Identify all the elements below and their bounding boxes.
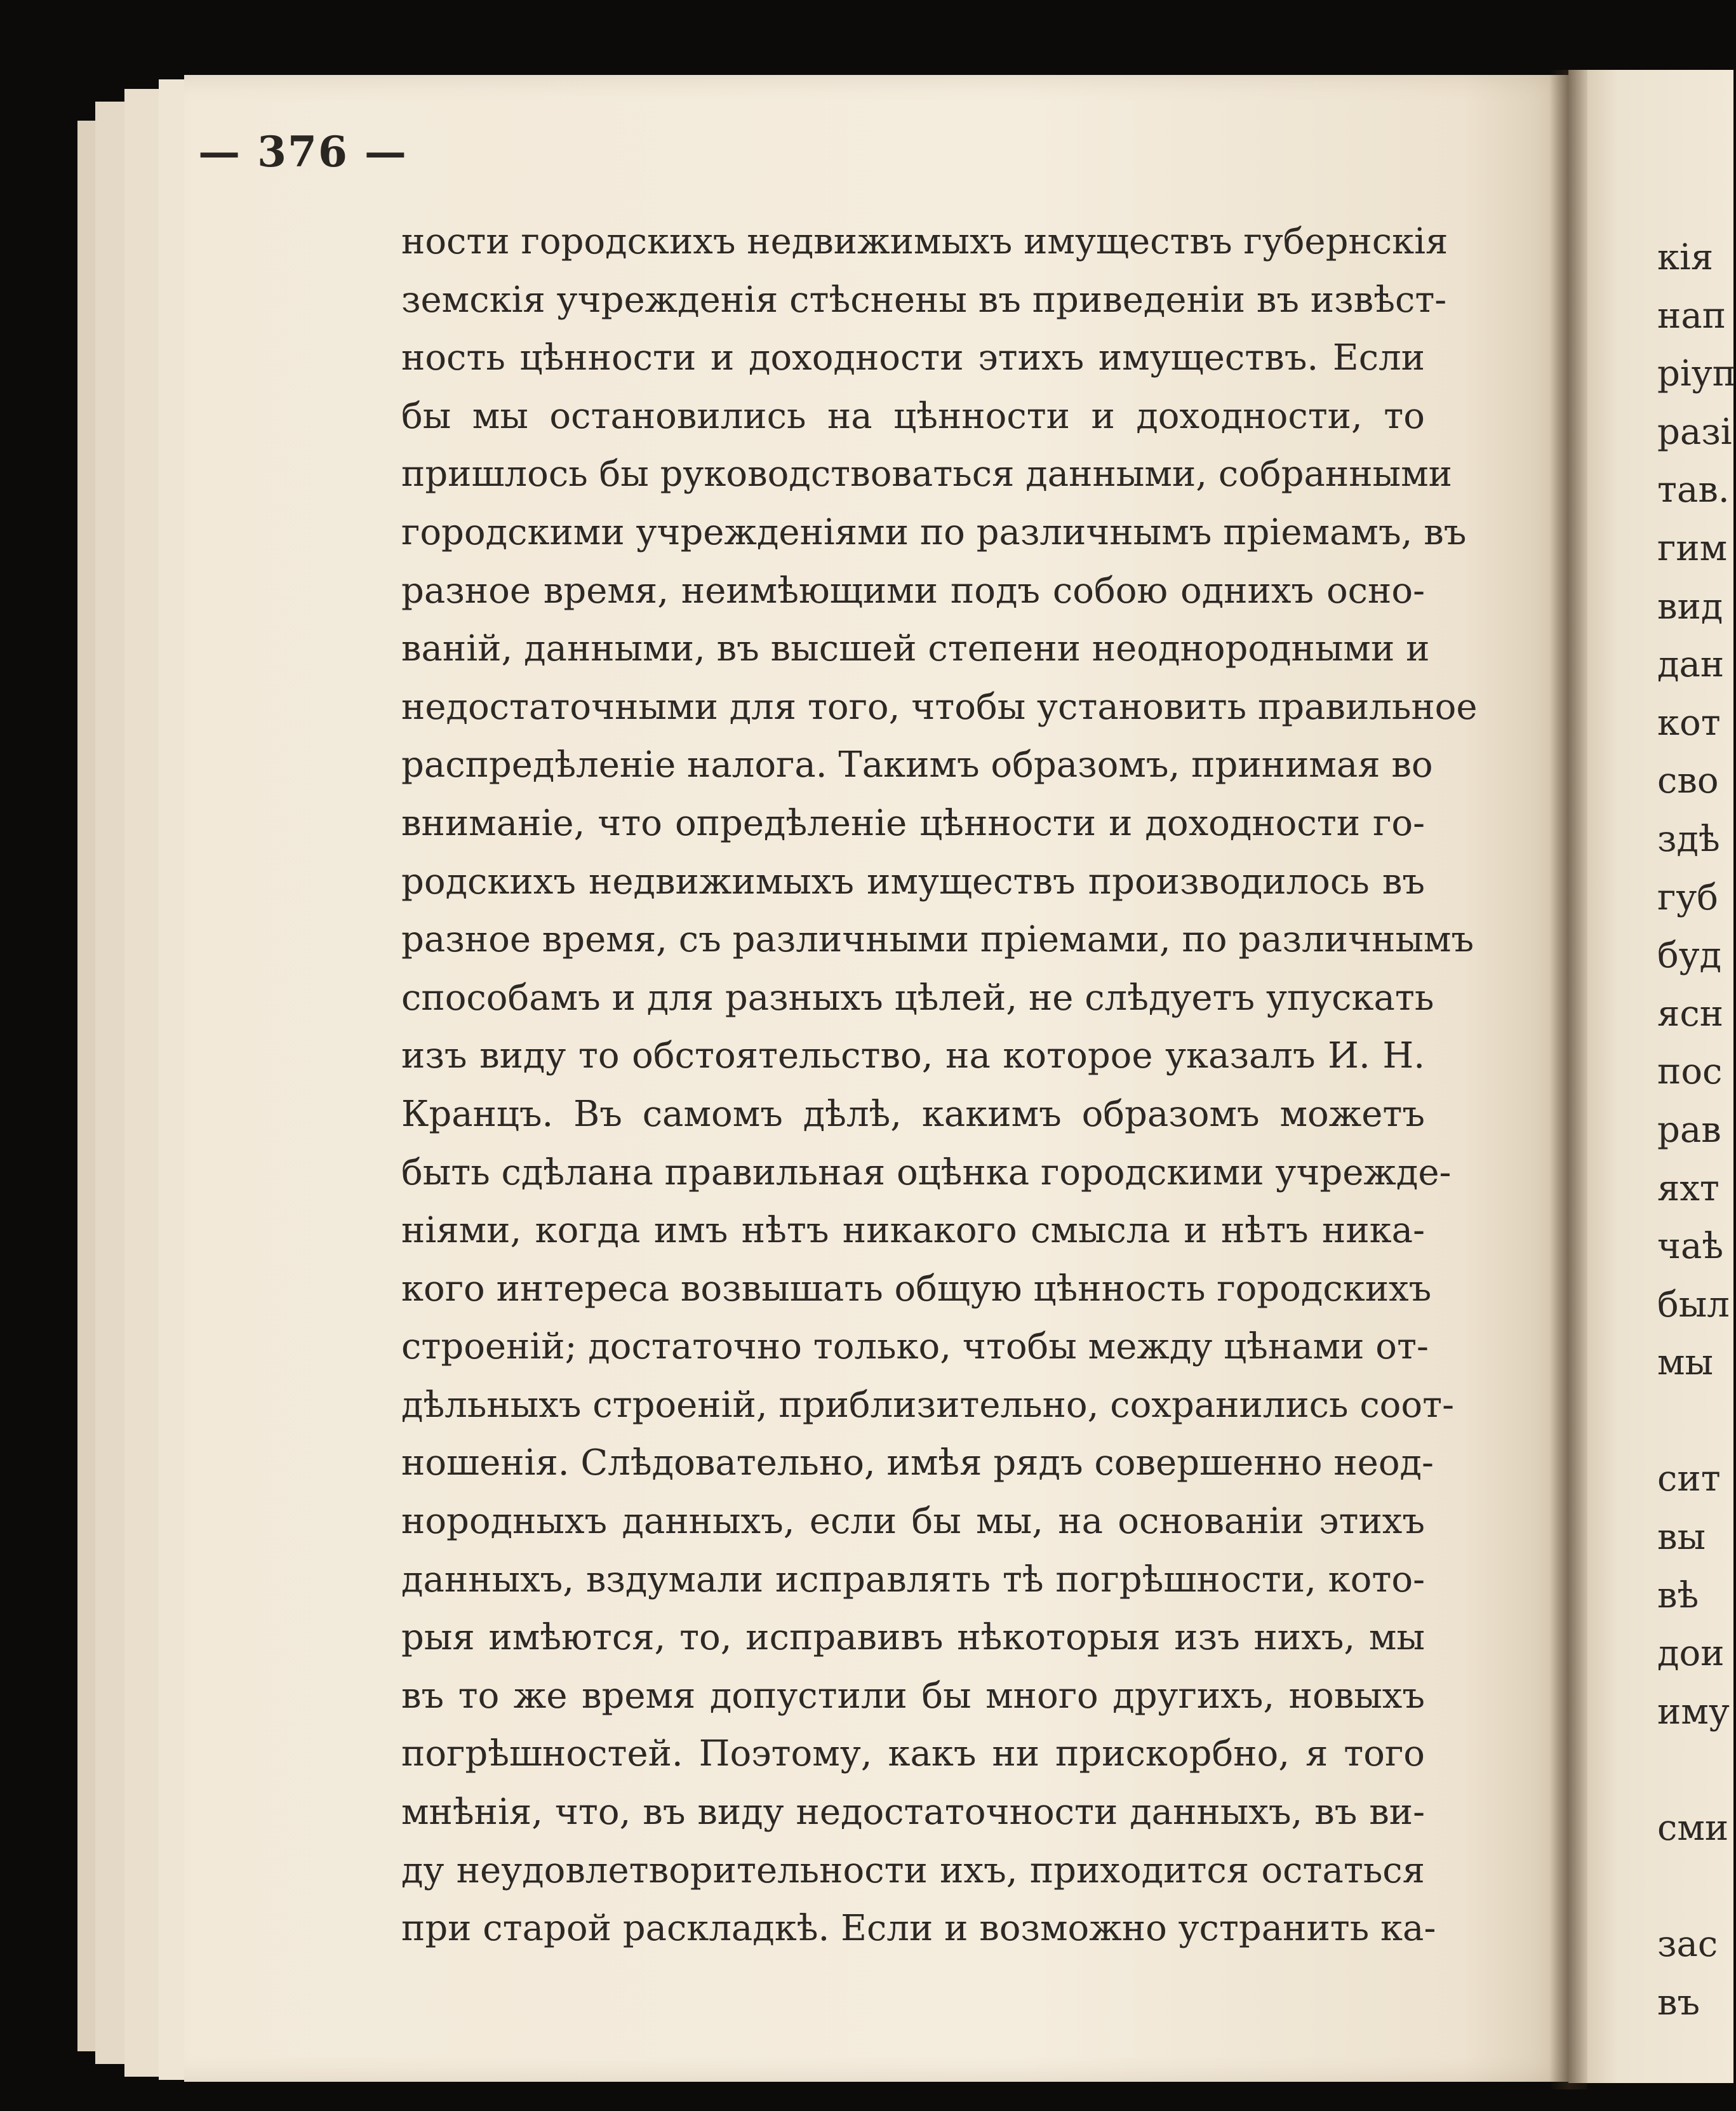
text-line: дѣльныхъ строеній, приблизительно, сохранились соот- [401,1384,1455,1426]
text-line: ность цѣнности и доходности этихъ имуществъ. Если [401,337,1425,379]
text-line: ношенія. Слѣдовательно, имѣя рядъ совершенно неод- [401,1442,1434,1484]
text-line: Кранцъ. Въ самомъ дѣлѣ, какимъ образомъ можетъ [401,1093,1425,1135]
facing-text-line: нап [1657,295,1726,337]
facing-text-line: буд [1657,935,1722,977]
text-line: строеній; достаточно только, чтобы между цѣнами от- [401,1326,1429,1368]
text-line: разное время, неимѣющими подъ собою однихъ осно- [401,570,1425,612]
facing-text-line: ріуп [1657,353,1736,395]
facing-text-line: рав [1657,1109,1721,1151]
text-line: распредѣленіе налога. Такимъ образомъ, принимая во [401,744,1433,786]
facing-text-line: иму [1657,1691,1730,1732]
facing-text-line: кот [1657,702,1721,744]
text-line: нородныхъ данныхъ, если бы мы, на основаніи этихъ [401,1501,1425,1543]
text-line: изъ виду то обстоятельство, на которое указалъ И. Н. [401,1035,1425,1077]
facing-text-line: тав. [1657,469,1730,511]
facing-text-line: яхт [1657,1167,1719,1209]
facing-text-line: разі [1657,411,1732,453]
text-line: кого интереса возвышать общую цѣнность городскихъ [401,1268,1432,1310]
text-line: пришлось бы руководствоваться данными, собранными [401,453,1452,495]
text-line: недостаточными для того, чтобы установить правильное [401,686,1478,728]
book-gutter [1549,70,1587,2089]
text-line: ваній, данными, въ высшей степени неоднородными и [401,628,1430,670]
text-line: родскихъ недвижимыхъ имуществъ производилось въ [401,861,1425,902]
facing-text-line: ясн [1657,993,1724,1035]
text-line: бы мы остановились на цѣнности и доходности, то [401,395,1425,437]
facing-text-line: мы [1657,1342,1714,1384]
facing-text-line: дан [1657,644,1725,686]
text-line: земскія учрежденія стѣснены въ приведеніи въ извѣст- [401,279,1447,321]
text-line: вниманіе, что опредѣленіе цѣнности и доходности го- [401,802,1425,844]
facing-text-line: пос [1657,1051,1723,1093]
facing-text-line: здѣ [1657,818,1720,860]
facing-text-line: вид [1657,586,1723,627]
page-text [401,213,1478,1958]
facing-text-line: сит [1657,1458,1721,1500]
facing-text-line [1657,1392,1727,1451]
text-line: ніями, когда имъ нѣтъ никакого смысла и нѣтъ ника- [401,1210,1425,1252]
text-line: разное время, съ различными пріемами, по различнымъ [401,919,1474,961]
facing-text-line: губ [1657,876,1719,918]
text-line: при старой раскладкѣ. Если и возможно устранить ка- [401,1908,1436,1950]
facing-text-line: въ [1657,1981,1700,2023]
text-line: погрѣшностей. Поэтому, какъ ни прискорбно, я того [401,1733,1425,1775]
facing-text-line: чаѣ [1657,1226,1724,1268]
facing-text-line: дои [1657,1633,1725,1675]
facing-text-line: сми [1657,1807,1729,1849]
facing-text-line [1657,1741,1727,1799]
facing-text-line: зас [1657,1924,1718,1966]
text-line: быть сдѣлана правильная оцѣнка городскими учрежде- [401,1151,1452,1193]
facing-text-line [1657,1858,1727,1916]
facing-text-line: вѣ [1657,1574,1699,1616]
text-line: ду неудовлетворительности ихъ, приходится остаться [401,1849,1425,1891]
page-number: — 376 — [198,127,408,177]
text-line: мнѣнія, что, въ виду недостаточности данныхъ, въ ви- [401,1792,1425,1833]
facing-text-line: кія [1657,237,1714,278]
text-line: способамъ и для разныхъ цѣлей, не слѣдуетъ упускать [401,977,1434,1019]
text-line: городскими учрежденіями по различнымъ пріемамъ, въ [401,511,1467,553]
facing-text-line: вы [1657,1517,1706,1558]
facing-text-line: был [1657,1283,1730,1325]
text-line: данныхъ, вздумали исправлять тѣ погрѣшности, кото- [401,1558,1425,1600]
text-line: въ то же время допустили бы много другихъ, новыхъ [401,1675,1425,1717]
facing-page-text [1657,229,1736,2032]
text-line: рыя имѣются, то, исправивъ нѣкоторыя изъ нихъ, мы [401,1617,1425,1659]
facing-text-line: сво [1657,760,1719,802]
text-line: ности городскихъ недвижимыхъ имуществъ губернскія [401,221,1448,262]
facing-text-line: гим [1657,527,1728,569]
